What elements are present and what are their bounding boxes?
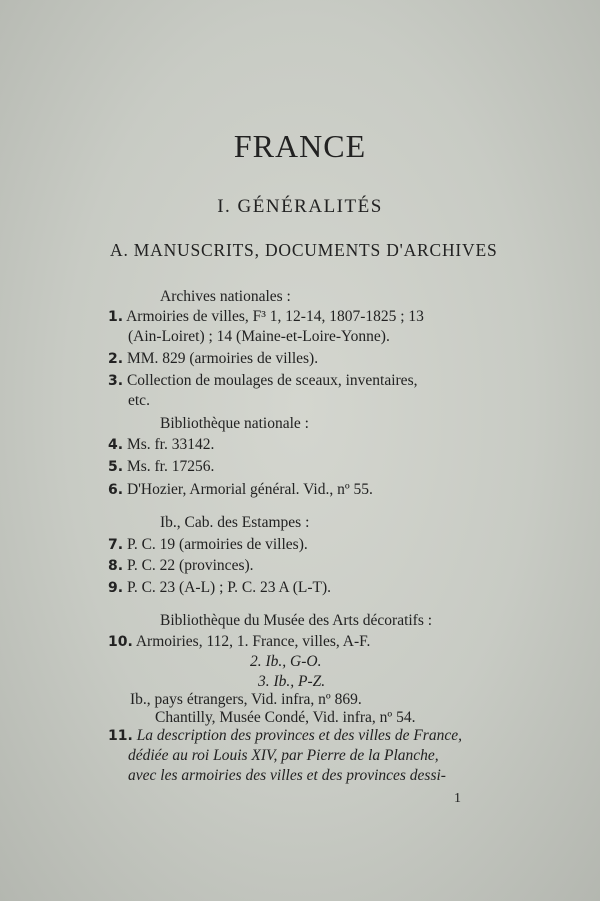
- item-text: Armoiries, 112, 1. France, villes, A-F.: [135, 633, 371, 650]
- item-text: P. C. 23 (A-L) ; P. C. 23 A (L-T).: [126, 579, 332, 596]
- item-number: 7.: [108, 537, 124, 553]
- item-7: [108, 535, 503, 555]
- page-title: FRANCE: [233, 128, 367, 164]
- item-4: [108, 435, 503, 455]
- item-text-cont: (Ain-Loiret) ; 14 (Maine-et-Loire-Yonne).: [128, 328, 390, 345]
- chantilly-line: [155, 708, 550, 728]
- musee-arts-decoratifs-block: [108, 611, 503, 631]
- item-text-cont: avec les armoiries des villes et des provinces dessi-: [128, 767, 446, 784]
- item-text: Armoiries de villes, F³ 1, 12-14, 1807-1825 ; 13: [126, 308, 424, 325]
- item-text: P. C. 19 (armoiries de villes).: [126, 536, 308, 553]
- item-number: 9.: [108, 580, 124, 596]
- item-text: Ms. fr. 33142.: [126, 436, 215, 453]
- item-number: 3.: [108, 373, 124, 389]
- item-5: [108, 457, 503, 477]
- item-text: Ib., pays étrangers, Vid. infra, nº 869.: [130, 691, 362, 708]
- section-header: Bibliothèque du Musée des Arts décoratifs :: [160, 612, 433, 629]
- item-11: [108, 726, 508, 786]
- item-2: [108, 349, 503, 369]
- item-text: La description des provinces et des villes de France,: [136, 727, 462, 744]
- item-text: Ms. fr. 17256.: [126, 458, 215, 475]
- item-number: 5.: [108, 459, 124, 475]
- page-number: 1: [454, 791, 461, 806]
- item-number: 2.: [108, 351, 124, 367]
- estampes-block: [108, 513, 503, 533]
- item-text-cont: etc.: [128, 392, 150, 409]
- item-text: D'Hozier, Armorial général. Vid., nº 55.: [126, 481, 373, 498]
- item-text: Chantilly, Musée Condé, Vid. infra, nº 54.: [155, 709, 416, 726]
- subsection-heading: A. MANUSCRITS, DOCUMENTS D'ARCHIVES: [110, 240, 498, 260]
- item-text: MM. 829 (armoiries de villes).: [126, 350, 319, 367]
- item-text-cont: dédiée au roi Louis XIV, par Pierre de la Planche,: [128, 747, 439, 764]
- item-10: [108, 632, 503, 652]
- item-text-sub: 2. Ib., G-O.: [250, 653, 322, 670]
- item-9: [108, 578, 503, 598]
- item-number: 4.: [108, 437, 124, 453]
- archives-nationales-block: [108, 287, 503, 307]
- section-header: Ib., Cab. des Estampes :: [160, 514, 310, 531]
- item-text: P. C. 22 (provinces).: [126, 557, 254, 574]
- item-10-sub-2: [258, 672, 508, 692]
- bibliotheque-nationale-block: [108, 414, 503, 434]
- item-10-sub-1: [250, 652, 500, 672]
- section-heading: I. GÉNÉRALITÉS: [217, 196, 383, 217]
- foreign-line: [130, 690, 525, 710]
- item-number: 10.: [108, 634, 133, 650]
- item-3: [108, 371, 503, 411]
- item-number: 6.: [108, 482, 124, 498]
- item-8: [108, 556, 503, 576]
- item-text-sub: 3. Ib., P-Z.: [258, 673, 326, 690]
- item-text: Collection de moulages de sceaux, inventaires,: [126, 372, 418, 389]
- section-header: Archives nationales :: [160, 288, 291, 305]
- section-header: Bibliothèque nationale :: [160, 415, 309, 432]
- item-number: 11.: [108, 728, 133, 744]
- item-number: 8.: [108, 558, 124, 574]
- item-6: [108, 480, 503, 500]
- item-number: 1.: [108, 309, 124, 325]
- item-1: [108, 307, 503, 347]
